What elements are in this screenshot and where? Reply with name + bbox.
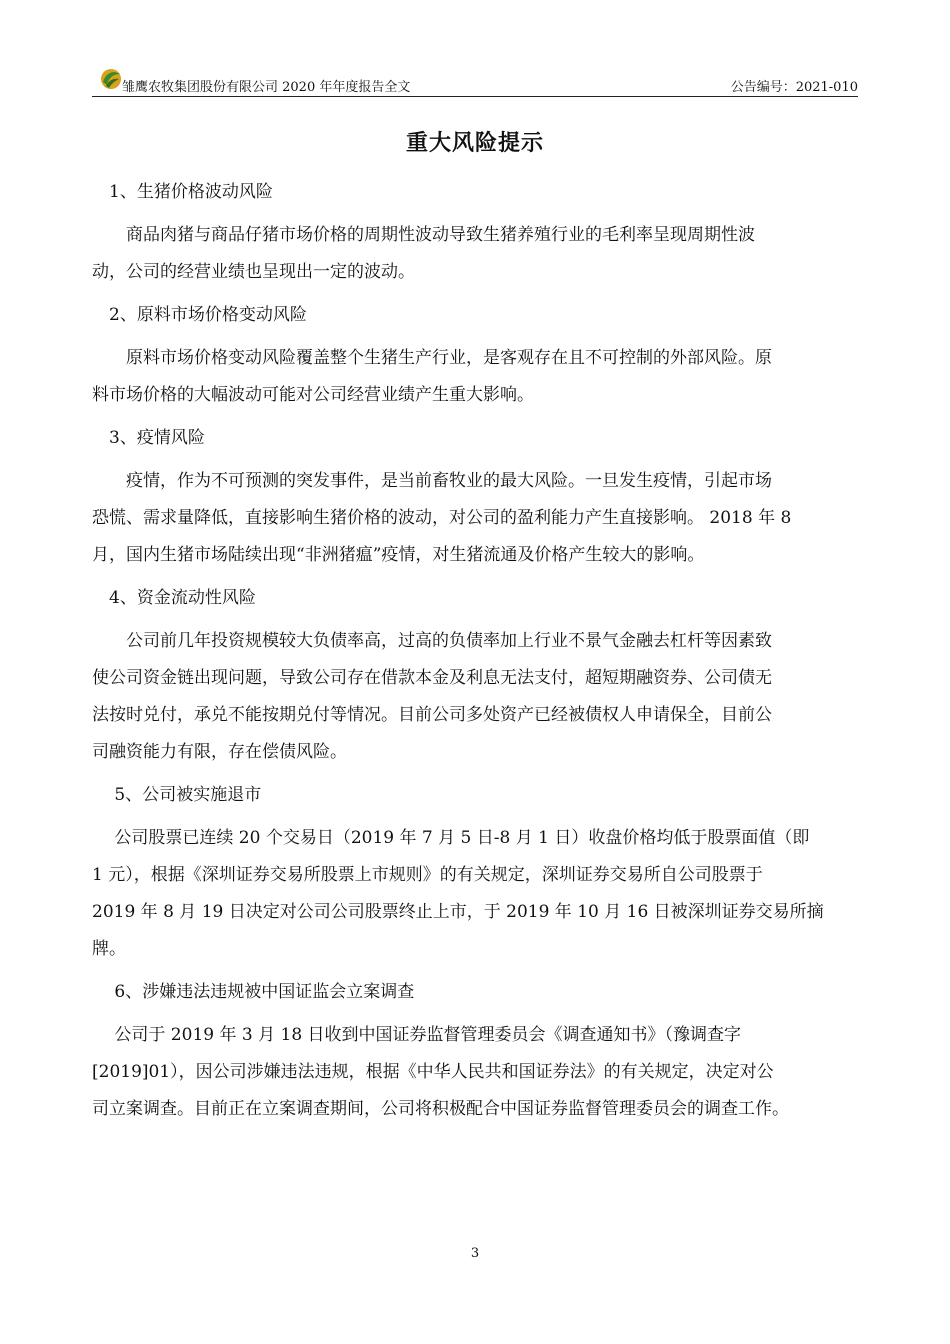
paragraph-line: 公司股票已连续 20 个交易日（2019 年 7 月 5 日-8 月 1 日）收盘价格均低于股票面值（即 <box>92 828 810 848</box>
heading-risk-4: 4、资金流动性风险 <box>92 588 256 608</box>
heading-risk-3: 3、疫情风险 <box>92 428 205 448</box>
paragraph-line: 司融资能力有限，存在偿债风险。 <box>92 742 347 762</box>
paragraph-line: 牌。 <box>92 939 126 959</box>
page-header <box>92 64 858 96</box>
page-title: 重大风险提示 <box>405 130 544 156</box>
header-divider <box>92 96 858 97</box>
paragraph-line: 原料市场价格变动风险覆盖整个生猪生产行业，是客观存在且不可控制的外部风险。原 <box>92 348 772 368</box>
paragraph-line: 公司前几年投资规模较大负债率高，过高的负债率加上行业不景气金融去杠杆等因素致 <box>92 631 772 651</box>
paragraph-line: 料市场价格的大幅波动可能对公司经营业绩产生重大影响。 <box>92 385 534 405</box>
heading-risk-6: 6、涉嫌违法违规被中国证监会立案调查 <box>92 982 415 1002</box>
paragraph-line: 法按时兑付，承兑不能按期兑付等情况。目前公司多处资产已经被债权人申请保全，目前公 <box>92 705 772 725</box>
paragraph-line: 商品肉猪与商品仔猪市场价格的周期性波动导致生猪养殖行业的毛利率呈现周期性波 <box>92 225 755 245</box>
paragraph-line: [2019]01），因公司涉嫌违法违规，根据《中华人民共和国证券法》的有关规定，决定对公 <box>92 1062 774 1082</box>
heading-risk-1: 1、生猪价格波动风险 <box>92 182 273 202</box>
heading-risk-5: 5、公司被实施退市 <box>92 785 262 805</box>
paragraph-line: 2019 年 8 月 19 日决定对公司公司股票终止上市，于 2019 年 10 月 16 日被深圳证券交易所摘 <box>92 902 824 922</box>
paragraph-line: 恐慌、需求量降低，直接影响生猪价格的波动，对公司的盈利能力产生直接影响。 2018 年 8 <box>92 508 792 528</box>
heading-risk-2: 2、原料市场价格变动风险 <box>92 305 307 325</box>
paragraph-line: 司立案调查。目前正在立案调查期间，公司将积极配合中国证券监督管理委员会的调查工作。 <box>92 1099 789 1119</box>
paragraph-line: 疫情，作为不可预测的突发事件，是当前畜牧业的最大风险。一旦发生疫情，引起市场 <box>92 471 772 491</box>
paragraph-line: 1 元），根据《深圳证券交易所股票上市规则》的有关规定，深圳证券交易所自公司股票于 <box>92 865 763 885</box>
document-body <box>92 174 858 1128</box>
announcement-number: 公告编号：2021-010 <box>730 80 858 95</box>
company-logo-icon <box>100 68 122 90</box>
paragraph-line: 公司于 2019 年 3 月 18 日收到中国证券监督管理委员会《调查通知书》（豫调查字 <box>92 1025 742 1045</box>
page-number: 3 <box>470 1246 480 1261</box>
report-title-header: 雏鹰农牧集团股份有限公司 2020 年年度报告全文 <box>122 80 411 95</box>
paragraph-line: 动，公司的经营业绩也呈现出一定的波动。 <box>92 262 415 282</box>
paragraph-line: 月，国内生猪市场陆续出现“非洲猪瘟”疫情，对生猪流通及价格产生较大的影响。 <box>92 545 705 565</box>
paragraph-line: 使公司资金链出现问题，导致公司存在借款本金及利息无法支付，超短期融资券、公司债无 <box>92 668 772 688</box>
